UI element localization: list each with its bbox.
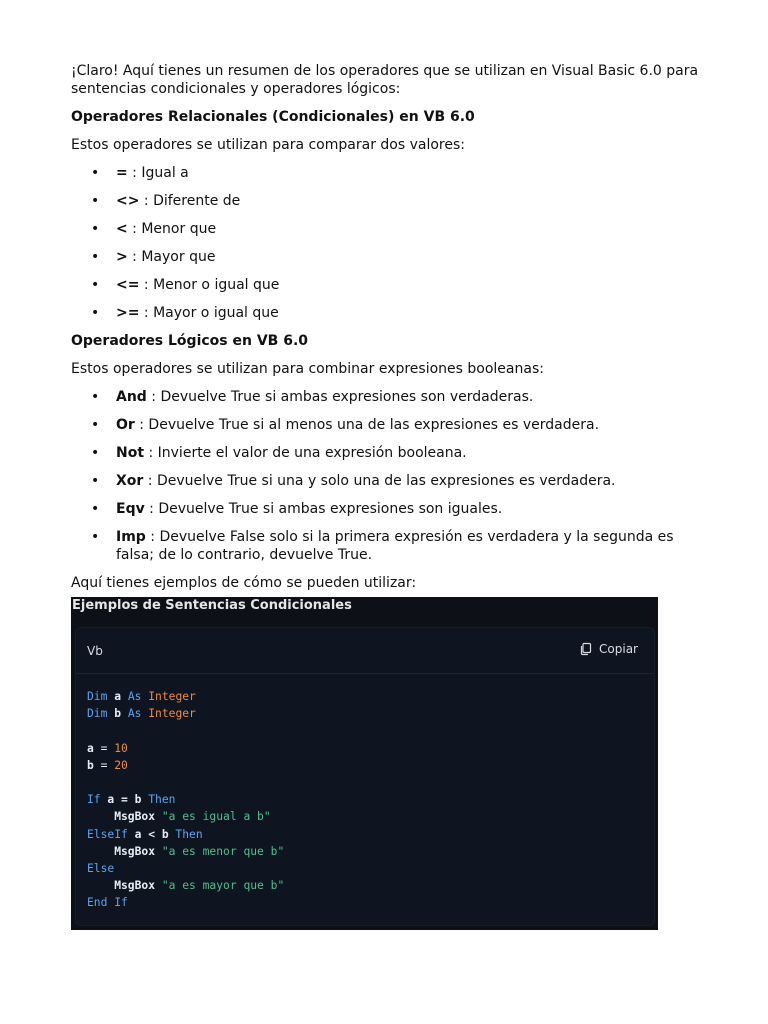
list-item: • Or : Devuelve True si al menos una de las expresiones es verdadera. <box>71 416 701 434</box>
language-label: Vb <box>87 644 103 658</box>
code-token: a <box>107 690 128 703</box>
code-token: If <box>114 896 128 910</box>
code-token: b <box>87 758 94 772</box>
code-panel-title: Ejemplos de Sentencias Condicionales <box>72 598 352 613</box>
code-line <box>87 705 644 722</box>
code-token: Integer <box>148 690 196 703</box>
code-token: a = b <box>100 793 149 807</box>
relational-heading: Operadores Relacionales (Condicionales) en VB 6.0 <box>71 109 475 125</box>
code-line <box>87 740 644 757</box>
code-token: a < b <box>127 827 176 841</box>
list-item: • >= : Mayor o igual que <box>71 304 701 322</box>
code-header <box>76 628 654 674</box>
logical-list <box>71 388 701 564</box>
list-item: • Eqv : Devuelve True si ambas expresiones son iguales. <box>71 500 701 518</box>
list-item: • Not : Invierte el valor de una expresión booleana. <box>71 444 701 462</box>
code-token: As <box>127 690 142 703</box>
code-token: "a es menor que b" <box>161 844 285 858</box>
code-token: If <box>87 793 101 807</box>
code-panel <box>71 597 658 930</box>
code-token: Integer <box>148 707 196 721</box>
list-item: • < : Menor que <box>71 220 701 238</box>
list-item: • = : Igual a <box>71 164 701 182</box>
list-item: • <= : Menor o igual que <box>71 276 701 294</box>
relational-description: Estos operadores se utilizan para comparar dos valores: <box>71 137 465 153</box>
code-token: ElseIf <box>87 827 128 841</box>
code-line <box>87 722 644 739</box>
list-item: • Imp : Devuelve False solo si la primera expresión es verdadera y la segunda es falsa; de lo contrario, devuelve True. <box>71 528 701 564</box>
code-token: Dim <box>87 707 108 721</box>
code-content[interactable] <box>87 688 644 911</box>
examples-intro: Aquí tienes ejemplos de cómo se pueden utilizar: <box>71 575 417 591</box>
code-line <box>87 843 644 860</box>
code-token: 10 <box>114 741 128 755</box>
code-line <box>87 688 644 705</box>
code-block <box>75 627 655 926</box>
copy-button[interactable] <box>579 642 638 656</box>
list-item: • <> : Diferente de <box>71 192 701 210</box>
code-token: End <box>87 896 108 910</box>
code-token: b <box>107 707 128 721</box>
logical-heading: Operadores Lógicos en VB 6.0 <box>71 333 309 349</box>
code-token: Dim <box>87 690 108 703</box>
copy-label: Copiar <box>599 642 638 656</box>
code-line <box>87 860 644 877</box>
code-token: = <box>93 741 115 755</box>
list-item: • > : Mayor que <box>71 248 701 266</box>
intro-paragraph: ¡Claro! Aquí tienes un resumen de los operadores que se utilizan en Visual Basic 6.0 para sentencias condicionales y operadores lógicos: <box>71 63 699 97</box>
code-token: a <box>87 741 94 755</box>
code-token: Then <box>148 793 176 807</box>
code-token: MsgBox <box>87 810 162 824</box>
list-item: • And : Devuelve True si ambas expresiones son verdaderas. <box>71 388 701 406</box>
code-token: "a es igual a b" <box>161 810 271 824</box>
code-token: 20 <box>114 758 128 772</box>
relational-list <box>71 164 701 322</box>
code-token: "a es mayor que b" <box>161 879 285 893</box>
code-token: MsgBox <box>87 844 162 858</box>
code-line <box>87 877 644 894</box>
code-line <box>87 808 644 825</box>
code-line <box>87 894 644 911</box>
document-body <box>71 62 701 594</box>
code-token: = <box>93 758 115 772</box>
code-token: Then <box>175 827 203 841</box>
copy-icon <box>579 642 593 656</box>
code-token: Else <box>87 861 115 875</box>
code-token: As <box>127 707 142 721</box>
list-item: • Xor : Devuelve True si una y solo una de las expresiones es verdadera. <box>71 472 701 490</box>
code-line <box>87 791 644 808</box>
logical-description: Estos operadores se utilizan para combinar expresiones booleanas: <box>71 361 544 377</box>
code-line <box>87 826 644 843</box>
code-line <box>87 757 644 774</box>
code-token: MsgBox <box>87 879 162 893</box>
code-line <box>87 774 644 791</box>
